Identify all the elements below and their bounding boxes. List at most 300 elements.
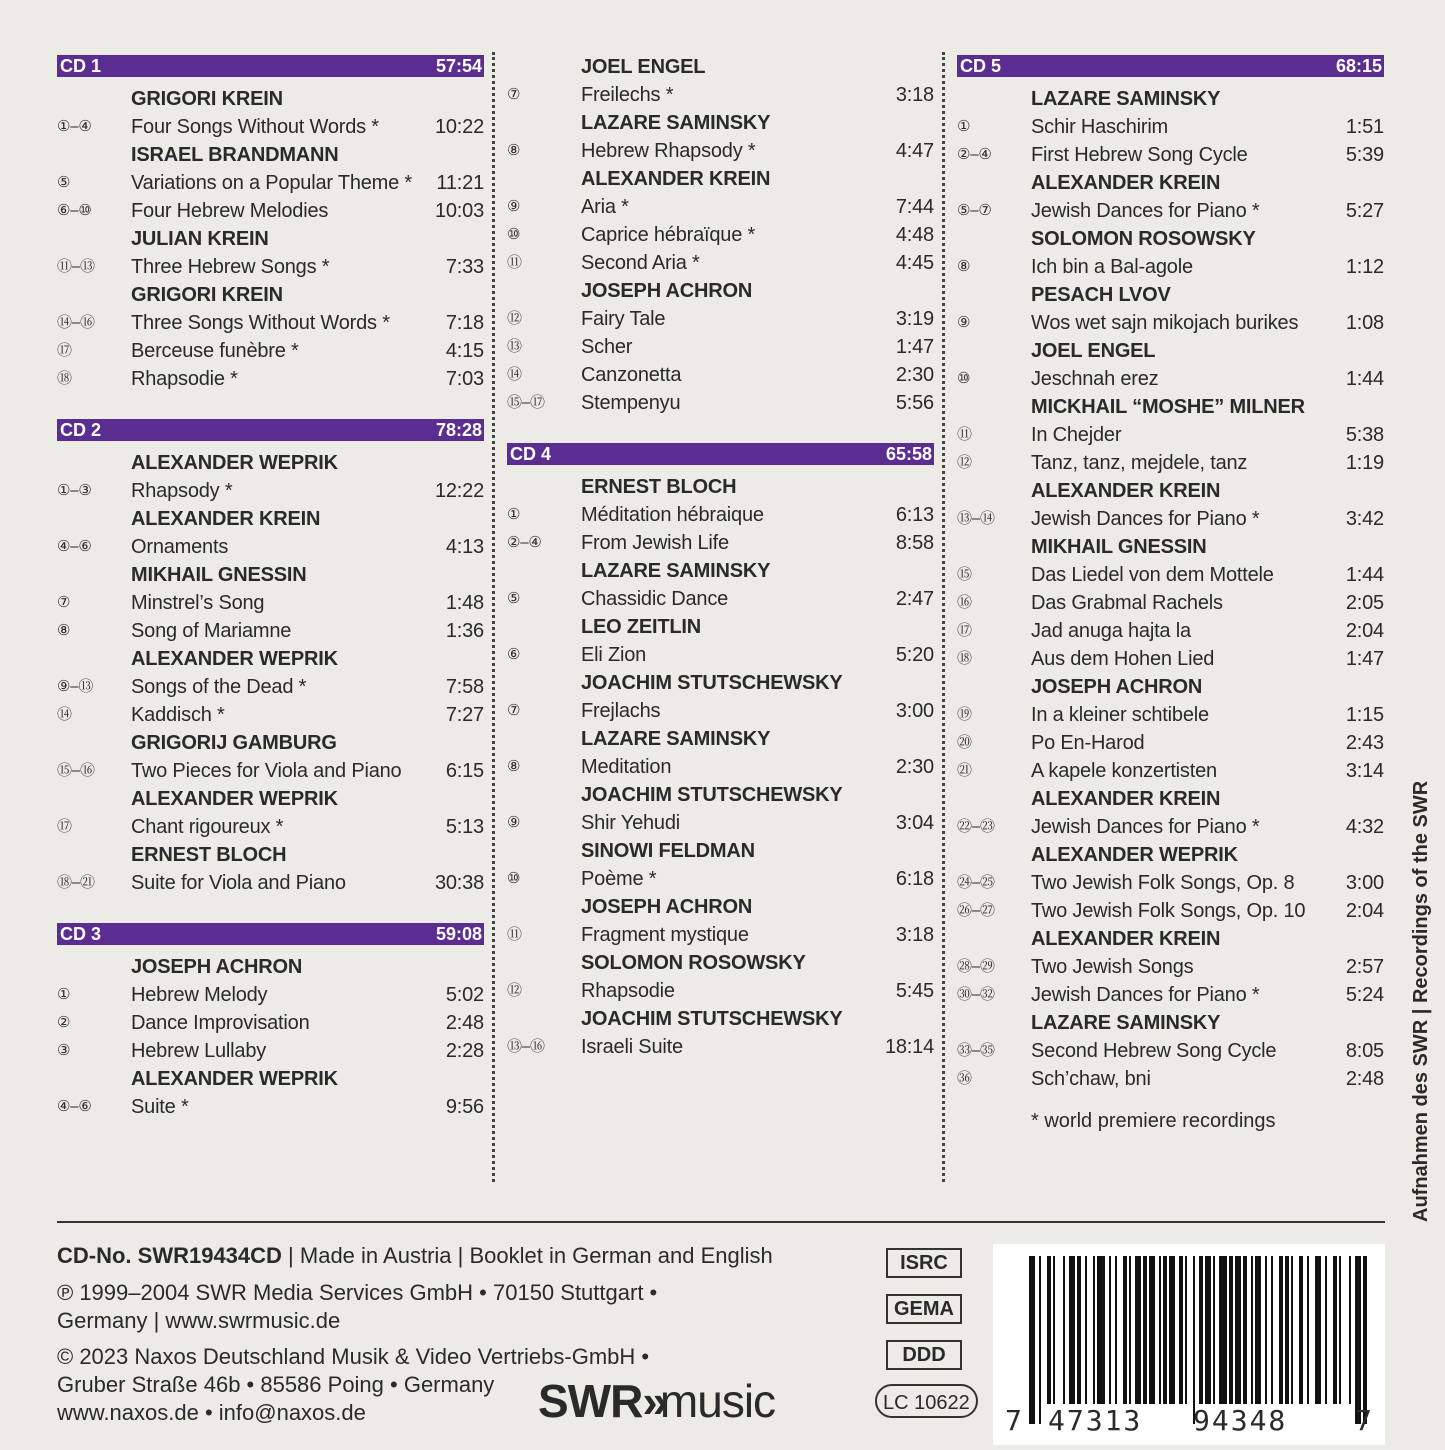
cd-total-time: 65:58 <box>885 444 932 464</box>
dotted-separator <box>492 52 495 1182</box>
barcode-bar <box>1291 1256 1293 1404</box>
composer-name: ALEXANDER KREIN <box>581 168 771 190</box>
track-row <box>957 757 1384 785</box>
track-row <box>957 617 1384 645</box>
track-title: Two Pieces for Viola and Piano <box>131 760 402 782</box>
composer-name: LAZARE SAMINSKY <box>1031 1012 1221 1034</box>
composer-name: JOACHIM STUTSCHEWSKY <box>581 1008 843 1030</box>
track-row <box>957 197 1384 225</box>
track-title: Second Aria * <box>581 252 700 274</box>
track-number: ⑪ <box>957 426 972 443</box>
track-number: ⑯ <box>957 594 972 611</box>
barcode-bar <box>1179 1256 1183 1404</box>
track-row <box>957 253 1384 281</box>
track-number: ⑫ <box>507 310 522 327</box>
track-title: Meditation <box>581 756 672 778</box>
track-duration: 9:56 <box>445 1096 484 1118</box>
track-number: ㉘–㉙ <box>957 958 995 975</box>
track-number: ⑬–⑯ <box>507 1038 545 1055</box>
track-row <box>57 253 484 281</box>
cd-label: CD 5 <box>960 56 1002 76</box>
track-row <box>57 701 484 729</box>
composer-name: ERNEST BLOCH <box>131 844 287 866</box>
track-duration: 3:42 <box>1345 508 1384 530</box>
composer-name: ALEXANDER KREIN <box>1031 480 1221 502</box>
track-number: ⑧ <box>57 622 71 639</box>
track-number: ⑤ <box>57 174 71 191</box>
track-number: ⑩ <box>507 870 521 887</box>
barcode-bar <box>1085 1256 1087 1404</box>
track-title: Dance Improvisation <box>131 1012 310 1034</box>
track-title: Fragment mystique <box>581 924 749 946</box>
track-number: ⑮–⑰ <box>507 394 545 411</box>
composer-name: JOEL ENGEL <box>581 56 706 78</box>
track-duration: 1:36 <box>445 620 484 642</box>
composer-name: JOSEPH ACHRON <box>581 280 753 302</box>
track-duration: 7:27 <box>445 704 484 726</box>
barcode-bar <box>1063 1256 1065 1404</box>
composer-name: ALEXANDER WEPRIK <box>1031 844 1238 866</box>
track-row <box>57 1009 484 1037</box>
track-duration: 2:47 <box>895 588 934 610</box>
composer-name: GRIGORIJ GAMBURG <box>131 732 337 754</box>
track-number: ③ <box>57 1042 71 1059</box>
track-number: ⑰ <box>957 622 972 639</box>
track-title: Eli Zion <box>581 644 647 666</box>
barcode-bar <box>1053 1256 1055 1404</box>
track-number: ㉚–㉜ <box>957 986 995 1003</box>
track-duration: 5:56 <box>895 392 934 414</box>
track-title: Four Songs Without Words * <box>131 116 379 138</box>
barcode-bar <box>1047 1256 1051 1404</box>
side-title: Aufnahmen des SWR | Recordings of the SWR <box>1410 780 1432 1222</box>
track-duration: 6:13 <box>895 504 934 526</box>
barcode-bar <box>1243 1256 1247 1404</box>
barcode-bar <box>1279 1256 1283 1404</box>
track-duration: 3:18 <box>895 84 934 106</box>
composer-name: SOLOMON ROSOWSKY <box>1031 228 1256 250</box>
barcode-bar <box>1193 1256 1195 1424</box>
track-title: Song of Mariamne <box>131 620 292 642</box>
track-duration: 4:15 <box>445 340 484 362</box>
track-duration: 6:15 <box>445 760 484 782</box>
cd-label: CD 3 <box>60 924 102 944</box>
track-number: ⑦ <box>507 86 521 103</box>
track-duration: 7:33 <box>445 256 484 278</box>
cd-total-time: 57:54 <box>435 56 482 76</box>
barcode-bar <box>1363 1256 1367 1424</box>
track-duration: 30:38 <box>434 872 484 894</box>
cd-label: CD 1 <box>60 56 102 76</box>
track-number: ⑱ <box>57 370 72 387</box>
track-row <box>507 221 934 249</box>
track-number: ⑮–⑯ <box>57 762 95 779</box>
track-row <box>957 365 1384 393</box>
track-number: ① <box>507 506 521 523</box>
barcode-bar <box>1349 1256 1351 1404</box>
barcode-digits: 47313 <box>1048 1404 1143 1437</box>
barcode-bar <box>1135 1256 1141 1404</box>
column-2 <box>507 53 934 1061</box>
track-row <box>957 589 1384 617</box>
track-row <box>507 361 934 389</box>
track-row <box>57 337 484 365</box>
track-duration: 1:51 <box>1345 116 1384 138</box>
track-row <box>957 421 1384 449</box>
track-title: Das Liedel von dem Mottele <box>1031 564 1274 586</box>
track-title: Israeli Suite <box>581 1036 683 1058</box>
track-row <box>507 137 934 165</box>
composer-name: JOEL ENGEL <box>1031 340 1156 362</box>
track-title: Ich bin a Bal-agole <box>1031 256 1193 278</box>
track-row <box>507 305 934 333</box>
track-title: Tanz, tanz, mejdele, tanz <box>1031 452 1248 474</box>
composer-name: MICKHAIL “MOSHE” MILNER <box>1031 396 1305 418</box>
track-title: Berceuse funèbre * <box>131 340 299 362</box>
track-title: Minstrel’s Song <box>131 592 265 614</box>
track-number: ㉖–㉗ <box>957 902 995 919</box>
track-duration: 1:08 <box>1345 312 1384 334</box>
barcode-bar <box>1235 1256 1241 1404</box>
track-title: Three Songs Without Words * <box>131 312 390 334</box>
barcode-bar <box>1255 1256 1261 1404</box>
track-number: ① <box>957 118 971 135</box>
track-duration: 3:04 <box>895 812 934 834</box>
cd-header <box>507 443 934 465</box>
cd-number-line: CD-No. SWR19434CD | Made in Austria | Booklet in German and English <box>57 1243 773 1268</box>
barcode-bar <box>1333 1256 1337 1404</box>
track-row <box>957 505 1384 533</box>
phonogram-line: ℗ 1999–2004 SWR Media Services GmbH • 70150 Stuttgart • <box>57 1280 658 1305</box>
track-row <box>957 701 1384 729</box>
cd-header <box>57 55 484 77</box>
barcode-bar <box>1265 1256 1267 1404</box>
composer-name: JOACHIM STUTSCHEWSKY <box>581 672 843 694</box>
track-title: Aria * <box>581 196 629 218</box>
barcode-bar <box>1271 1256 1273 1404</box>
composer-name: LAZARE SAMINSKY <box>581 728 771 750</box>
track-number: ⑧ <box>507 142 521 159</box>
track-row <box>57 309 484 337</box>
composer-name: ALEXANDER WEPRIK <box>131 648 338 670</box>
track-duration: 2:05 <box>1345 592 1384 614</box>
track-row <box>57 113 484 141</box>
track-duration: 1:48 <box>445 592 484 614</box>
track-duration: 3:00 <box>895 700 934 722</box>
cd-header <box>57 923 484 945</box>
track-title: From Jewish Life <box>581 532 729 554</box>
track-title: Jad anuga hajta la <box>1031 620 1191 642</box>
swr-music-logo: SWR»music <box>538 1375 776 1427</box>
track-number: ⑦ <box>57 594 71 611</box>
section-gap <box>57 897 484 923</box>
track-row <box>957 897 1384 925</box>
track-row <box>507 193 934 221</box>
track-title: Jewish Dances for Piano * <box>1031 200 1260 222</box>
barcode-bar <box>1213 1256 1215 1404</box>
barcode-bar <box>1325 1256 1327 1404</box>
contact-line: www.naxos.de • info@naxos.de <box>57 1400 366 1425</box>
track-duration: 4:32 <box>1345 816 1384 838</box>
track-title: Jewish Dances for Piano * <box>1031 984 1260 1006</box>
track-duration: 1:47 <box>1345 648 1384 670</box>
track-row <box>57 813 484 841</box>
track-number: ①–③ <box>57 482 92 499</box>
barcode-bar <box>1219 1256 1227 1404</box>
composer-name: SINOWI FELDMAN <box>581 840 755 862</box>
track-duration: 18:14 <box>884 1036 934 1058</box>
composer-name: ALEXANDER KREIN <box>1031 788 1221 810</box>
track-row <box>507 501 934 529</box>
footnote: * world premiere recordings <box>1031 1110 1276 1132</box>
track-duration: 2:30 <box>895 364 934 386</box>
track-duration: 6:18 <box>895 868 934 890</box>
track-row <box>57 617 484 645</box>
track-duration: 2:28 <box>445 1040 484 1062</box>
phonogram-line: Germany | www.swrmusic.de <box>57 1308 341 1333</box>
track-duration: 2:48 <box>445 1012 484 1034</box>
track-row <box>957 953 1384 981</box>
composer-name: MIKHAIL GNESSIN <box>131 564 307 586</box>
track-row <box>957 113 1384 141</box>
track-number: ㉒–㉓ <box>957 818 995 835</box>
cd-total-time: 78:28 <box>435 420 482 440</box>
track-duration: 7:18 <box>445 312 484 334</box>
track-row <box>507 809 934 837</box>
barcode-bar <box>1163 1256 1167 1404</box>
barcode-bar <box>1307 1256 1309 1404</box>
track-duration: 7:44 <box>895 196 934 218</box>
track-number: ⑨ <box>507 198 521 215</box>
track-number: ⑨–⑬ <box>57 678 94 695</box>
track-duration: 2:43 <box>1345 732 1384 754</box>
track-duration: 5:13 <box>445 816 484 838</box>
composer-name: GRIGORI KREIN <box>131 284 283 306</box>
track-row <box>57 673 484 701</box>
track-row <box>507 81 934 109</box>
track-row <box>957 561 1384 589</box>
composer-name: ERNEST BLOCH <box>581 476 737 498</box>
track-row <box>57 589 484 617</box>
track-duration: 1:47 <box>895 336 934 358</box>
track-title: Rhapsody * <box>131 480 233 502</box>
track-duration: 2:04 <box>1345 900 1384 922</box>
track-number: ㉑ <box>957 762 972 779</box>
track-row <box>957 1065 1384 1093</box>
track-number: ⑬ <box>507 338 522 355</box>
barcode-bar <box>1315 1256 1321 1404</box>
track-title: Canzonetta <box>581 364 682 386</box>
barcode-bar <box>1251 1256 1253 1404</box>
track-title: First Hebrew Song Cycle <box>1031 144 1248 166</box>
track-number: ⑱ <box>957 650 972 667</box>
track-title: Stempenyu <box>581 392 681 414</box>
track-row <box>507 753 934 781</box>
barcode-bar <box>1285 1256 1289 1404</box>
track-row <box>57 197 484 225</box>
track-row <box>507 333 934 361</box>
track-duration: 8:05 <box>1345 1040 1384 1062</box>
track-number: ⑫ <box>957 454 972 471</box>
isrc-badge: ISRC <box>886 1248 962 1278</box>
track-row <box>57 477 484 505</box>
track-duration: 2:04 <box>1345 620 1384 642</box>
barcode-bar <box>1093 1256 1095 1404</box>
track-title: Second Hebrew Song Cycle <box>1031 1040 1277 1062</box>
track-row <box>957 813 1384 841</box>
track-row <box>507 697 934 725</box>
track-number: ②–④ <box>957 146 992 163</box>
track-number: ⑩ <box>957 370 971 387</box>
composer-name: LAZARE SAMINSKY <box>1031 88 1221 110</box>
cd-header <box>57 419 484 441</box>
track-row <box>507 389 934 417</box>
track-duration: 5:24 <box>1345 984 1384 1006</box>
track-number: ⑪ <box>507 926 522 943</box>
barcode-bar <box>1185 1256 1187 1404</box>
track-duration: 2:30 <box>895 756 934 778</box>
track-duration: 1:44 <box>1345 368 1384 390</box>
track-row <box>57 533 484 561</box>
track-number: ㉔–㉕ <box>957 874 995 891</box>
gema-badge: GEMA <box>886 1294 962 1324</box>
track-title: Hebrew Lullaby <box>131 1040 267 1062</box>
cd-label: CD 4 <box>510 444 552 464</box>
track-title: Rhapsodie * <box>131 368 238 390</box>
track-duration: 1:12 <box>1345 256 1384 278</box>
barcode-bar <box>1143 1256 1147 1404</box>
composer-name: ALEXANDER WEPRIK <box>131 452 338 474</box>
track-number: ⑧ <box>957 258 971 275</box>
composer-name: JOSEPH ACHRON <box>581 896 753 918</box>
track-title: Two Jewish Folk Songs, Op. 8 <box>1031 872 1295 894</box>
composer-name: LEO ZEITLIN <box>581 616 702 638</box>
track-row <box>507 865 934 893</box>
track-title: Méditation hébraique <box>581 504 764 526</box>
track-number: ④–⑥ <box>57 1098 92 1115</box>
barcode-bar <box>1077 1256 1081 1404</box>
track-title: Freilechs * <box>581 84 674 106</box>
track-number: ⑫ <box>507 982 522 999</box>
cd-header <box>957 55 1384 77</box>
track-number: ⑪–⑬ <box>57 258 95 275</box>
track-title: Chassidic Dance <box>581 588 729 610</box>
track-duration: 1:15 <box>1345 704 1384 726</box>
cd-label: CD 2 <box>60 420 102 440</box>
composer-name: SOLOMON ROSOWSKY <box>581 952 806 974</box>
track-row <box>507 529 934 557</box>
track-title: A kapele konzertisten <box>1031 760 1217 782</box>
track-number: ⑤–⑦ <box>957 202 992 219</box>
barcode-bar <box>1299 1256 1303 1404</box>
track-title: Scher <box>581 336 633 358</box>
track-number: ⑪ <box>507 254 522 271</box>
track-duration: 5:02 <box>445 984 484 1006</box>
composer-name: ALEXANDER WEPRIK <box>131 1068 338 1090</box>
track-title: Jewish Dances for Piano * <box>1031 816 1260 838</box>
barcode-bar <box>1069 1256 1075 1404</box>
track-duration: 5:45 <box>895 980 934 1002</box>
track-title: Caprice hébraïque * <box>581 224 756 246</box>
track-row <box>957 449 1384 477</box>
composer-name: ALEXANDER KREIN <box>131 508 321 530</box>
barcode-bar <box>1097 1256 1105 1404</box>
track-row <box>57 365 484 393</box>
barcode-bar <box>1355 1256 1361 1424</box>
track-title: Ornaments <box>131 536 229 558</box>
track-title: Suite for Viola and Piano <box>131 872 346 894</box>
track-number: ⑮ <box>957 566 972 583</box>
track-duration: 5:20 <box>895 644 934 666</box>
track-number: ⑨ <box>507 814 521 831</box>
barcode-bar <box>1205 1256 1211 1404</box>
barcode-bar <box>1199 1256 1203 1404</box>
track-duration: 1:19 <box>1345 452 1384 474</box>
track-title: Aus dem Hohen Lied <box>1031 648 1215 670</box>
track-duration: 4:47 <box>895 140 934 162</box>
track-row <box>957 141 1384 169</box>
track-number: ⑤ <box>507 590 521 607</box>
track-row <box>957 729 1384 757</box>
track-duration: 5:39 <box>1345 144 1384 166</box>
track-title: Three Hebrew Songs * <box>131 256 330 278</box>
track-number: ① <box>57 986 71 1003</box>
barcode-bar <box>1339 1256 1341 1404</box>
track-number: ⑭–⑯ <box>57 314 95 331</box>
track-row <box>507 1033 934 1061</box>
track-number: ⑦ <box>507 702 521 719</box>
track-number: ㉝–㉟ <box>957 1042 995 1059</box>
track-title: Rhapsodie <box>581 980 675 1002</box>
track-title: Four Hebrew Melodies <box>131 200 329 222</box>
track-number: ⑨ <box>957 314 971 331</box>
track-duration: 5:38 <box>1345 424 1384 446</box>
barcode-bar <box>1149 1256 1155 1404</box>
track-row <box>507 977 934 1005</box>
track-duration: 10:22 <box>434 116 484 138</box>
section-gap <box>57 393 484 419</box>
composer-name: ALEXANDER KREIN <box>1031 928 1221 950</box>
track-title: Sch’chaw, bni <box>1031 1068 1151 1090</box>
track-row <box>57 169 484 197</box>
track-duration: 4:45 <box>895 252 934 274</box>
track-title: Songs of the Dead * <box>131 676 307 698</box>
track-title: Hebrew Melody <box>131 984 268 1006</box>
track-duration: 3:19 <box>895 308 934 330</box>
track-row <box>957 645 1384 673</box>
track-number: ⑭ <box>57 706 72 723</box>
footer-rule <box>57 1221 1385 1223</box>
track-duration: 7:58 <box>445 676 484 698</box>
barcode <box>993 1244 1385 1445</box>
composer-name: ALEXANDER WEPRIK <box>131 788 338 810</box>
barcode-bar <box>1039 1256 1041 1424</box>
track-row <box>507 921 934 949</box>
track-number: ⑩ <box>507 226 521 243</box>
composer-name: JULIAN KREIN <box>131 228 269 250</box>
track-title: Shir Yehudi <box>581 812 681 834</box>
track-row <box>507 249 934 277</box>
copyright-line: © 2023 Naxos Deutschland Musik & Video Vertriebs-GmbH • <box>57 1344 650 1369</box>
label-code-badge: LC 10622 <box>875 1384 978 1418</box>
track-duration: 12:22 <box>434 480 484 502</box>
barcode-digits: 94348 <box>1193 1404 1288 1437</box>
track-title: Das Grabmal Rachels <box>1031 592 1223 614</box>
composer-name: PESACH LVOV <box>1031 284 1171 306</box>
track-title: Chant rigoureux * <box>131 816 284 838</box>
track-title: In Chejder <box>1031 424 1122 446</box>
track-title: Po En-Harod <box>1031 732 1145 754</box>
